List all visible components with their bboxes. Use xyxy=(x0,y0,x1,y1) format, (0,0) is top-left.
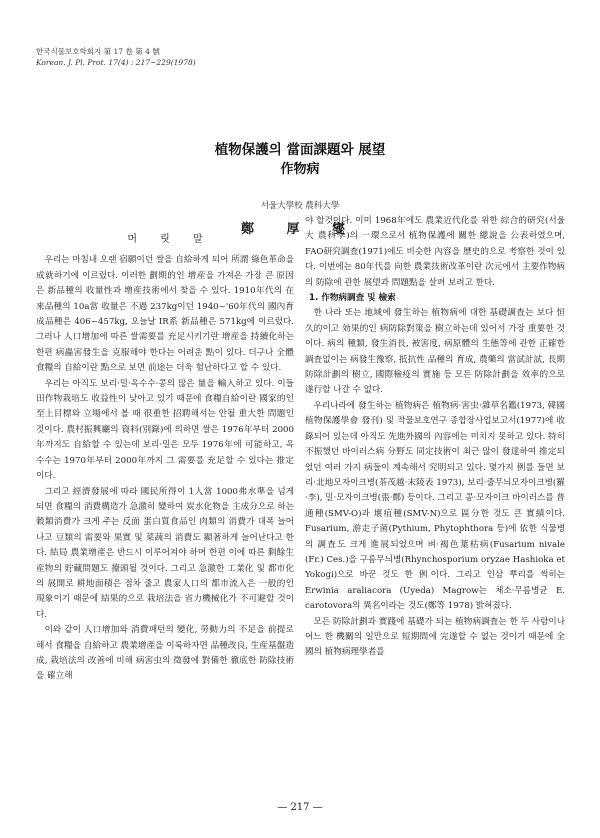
body-paragraph: 그리고 經濟發展에 따라 國民所得이 1人當 1000弗水準을 넘게 되면 食糧의 消費構造가 急激히 變하여 炭水化物을 主成分으로 하는 穀類消費가 크게 주는 反面 蛋白質食品인 肉類의 消費가 대폭 늘어나고 豆類의 需要와 果實 및 菜蔬의 消費도 顯著하게 늘어난다고 한다. 結局 農業增產은 반드시 이루어져야 하며 한편 이에 따른 剩餘生産物의 貯藏問題도 擡頭될 것이다. 그리고 急激한 工業化 및 都市化의 展開로 耕地面積은 점차 줄고 農家人口의 都市流入은 一般的인 現象이기 때문에 結果的으로 栽培法을 省力機械化가 不可避할 것이다. xyxy=(36,486,294,620)
body-paragraph: 이와 같이 人口增加와 消費패턴의 變化, 勞動力의 不足을 前提로 해서 食糧을 自給하고 農業增產을 이룩하자면 品種改良, 生産基盤造成, 栽培法의 改善에 비해 病害虫의 徵發에 對備한 徹底한 防除技術을 確立해 xyxy=(36,625,294,682)
page-number: — 217 — xyxy=(277,802,323,813)
author-affiliation: 서울大學校 農科大學 xyxy=(260,201,340,211)
body-paragraph: 우리는 마침내 오랜 宿願이던 쌀을 自給하게 되어 所謂 綠色革命을 成就하기에 이르렀다. 이러한 劃期的인 增産을 가져온 가장 큰 原因은 新品種의 收量性과 增産技術에서 찾을 수 있다. 1910年代의 在來品種의 10a當 收量은 不過 237kg이던 1940~'60年代의 國內育成品種은 406~457kg, 오늘날 IR系 新品種은 571kg에 이르렀다. 그러나 人口增加에 따른 쌀需要를 充足시키기란 增産을 持續化하는 한편 病蟲害發生을 克服해야 한다는 어려운 點이 있다. 더구나 全體食糧의 自給이란 點으로 보면 前途는 더욱 험난하다고 할 수 있다. xyxy=(36,255,294,374)
journal-citation xyxy=(36,46,196,68)
section-heading-preface: 머 릿 말 xyxy=(127,234,213,245)
subsection-heading: 1. 作物病調査 및 檢索 xyxy=(309,293,396,304)
author-name: 鄭 厚 燮 xyxy=(240,222,360,237)
paper-subtitle: 作物病 xyxy=(280,162,320,177)
left-column xyxy=(36,232,294,685)
paper-title: 植物保護의 當面課題와 展望 xyxy=(214,142,386,158)
journal-volume-line: 한국식물보호학회지 第 17 卷 第 4 號 xyxy=(36,47,160,56)
body-paragraph: 우리는 아직도 보리·밀·옥수수·콩의 많은 量을 輸入하고 있다. 이들 田作物栽培도 收益性이 낮아고 있기 때문에 食糧自給이란 國家的인 至上目標와 立場에서 볼 때 很重한 招聘해서는 안될 重大한 問題인 것이다. 農村振興廳의 資料(別錄)에 의하면 쌀은 1976年부터 2000年까지도 自給할 수 있는데 보리·밀은 모두 1976年에 可能하고, 옥수수는 1970年부터 2000年까지 그 需要를 充足할 수 있다는 推定이다. xyxy=(36,378,294,482)
body-paragraph: 야 할것이다. 이미 1968年에도 農業近代化를 위한 綜合的研究(서울大 農科學)의 一環으로서 植物保護에 關한 總說을 公表하였으며, FAO研究調査(1971)에도 비슷한 內容을 歷史的으로 考察한 것이 있다. 이번에는 80年代를 向한 農業技術改革이란 次元에서 主要作物病의 防除에 관한 展望과 問題點을 살펴 보려고 한다. xyxy=(305,216,565,288)
body-paragraph: 모든 防除計劃과 實踐에 基礎가 되는 植物病調査는 한 두 사람이나 어느 한 機關의 일만으로 短期間에 完遂할 수 없는 것이기 때문에 全國의 植物病理學者를 xyxy=(305,616,565,658)
right-column xyxy=(305,214,565,661)
body-paragraph: 한 나라 또는 地域에 發生하는 植物病에 대한 基礎調査는 보다 恒久的이고 効果的인 病防除對策을 樹立하는데 있어서 가장 重要한 것이다. 病의 種類, 發生消長, 被害度, 病原體의 生態等에 관한 正確한 調査없이는 病發生豫察, 抵抗性 品種의 育成, 農藥의 當試計試, 長期防除計劃의 樹立, 國際檢疫의 實施 등 모든 防除計劃을 效率的으로 遂行할 나갈 수 없다. xyxy=(305,308,565,396)
body-paragraph: 우리나라에 發生하는 植物病은 植物病·害虫·雜草名鑑(1973, 韓國植物保護學會 發刊) 및 작물보호연구 종합장사업보고서(1977)에 收錄되어 있는데 아직도 先進外國의 內容에는 미치지 못하고 있다. 特히 不振했던 바이러스病 分野도 同定技術이 최근 많이 發達하여 推定되었던 여러 가지 病들이 계속해서 究明되고 있다. 몇가지 例를 들면 보리·北地모자이크병(茶茂越·末陵表 1973), 보리·줄무늬모자이크병(羅·李), 밀·모자이크병(張·鄭) 등이다. 그리고 콩·모자이크 바이러스를 普通種(SMV-O)과 壞疽種(SMV-N)으로 區分한 것도 큰 實績이다. Fusarium, 游走子菌(Pythium, Phytophthora 등)에 依한 식물병의 調査도 크게 進展되었으며 벼·褐色葉枯病(Fusarium nivale (Fr.) Ces.)을 구름무늬병(Rhynchosporium oryzae Hashioka et Yokogi)으로 바꾼 것도 한 例이다. 그리고 인삼 뿌리를 썩히는 Erwinia araliacora (Uyeda) Magrow는 체소·무름병균 E. carotovora의 異名이라는 것도(鄭等 1978) 밝혀졌다. xyxy=(305,400,565,612)
journal-reference-line: Korean. J. Pl. Prot. 17(4) : 217~229(1978) xyxy=(36,58,196,67)
